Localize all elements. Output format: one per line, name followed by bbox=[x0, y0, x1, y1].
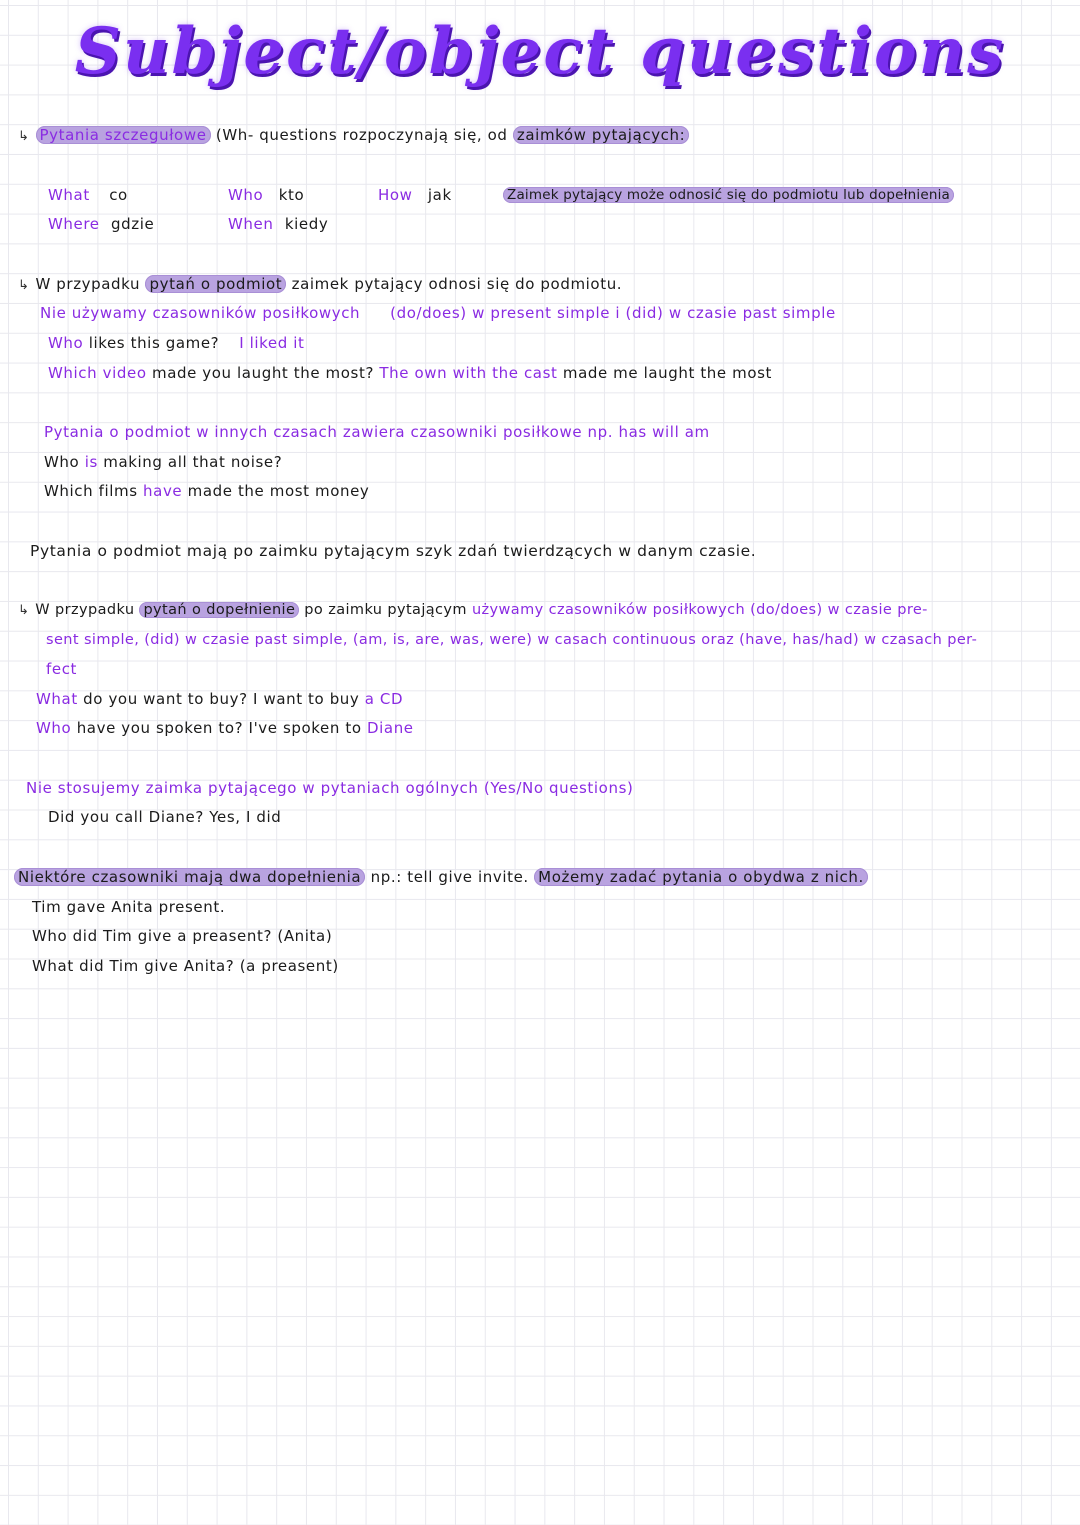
word-where: Where bbox=[48, 215, 100, 233]
text: (Wh- questions rozpoczynają się, od bbox=[210, 126, 513, 144]
note-line-no-aux bbox=[40, 302, 836, 324]
text: Tim gave Anita present. bbox=[32, 898, 226, 916]
arrow-icon: ↳ bbox=[18, 129, 30, 144]
text: What did Tim give Anita? (a preasent) bbox=[32, 957, 339, 975]
example-which-films bbox=[44, 480, 369, 502]
note-line-object-2 bbox=[46, 629, 977, 651]
highlight-pytan-o-dopelnienie: pytań o dopełnienie bbox=[139, 602, 299, 618]
word-what: What bbox=[48, 186, 90, 204]
text: Which films bbox=[44, 482, 144, 500]
word-who: Who bbox=[228, 186, 264, 204]
note-zaimek bbox=[503, 184, 954, 206]
note-line-object-3 bbox=[46, 658, 77, 680]
text: Who bbox=[36, 719, 72, 737]
text: po zaimku pytającym bbox=[299, 602, 472, 618]
highlight-zaimki: zaimków pytających: bbox=[513, 126, 689, 144]
word-when: When bbox=[228, 215, 274, 233]
text: sent simple, (did) w czasie past simple, (am, is, are, was, were) w casach continuous oraz (have, has/had) w czasach per- bbox=[46, 632, 978, 648]
example-who-likes bbox=[48, 332, 305, 354]
text: The own with the cast bbox=[374, 364, 558, 382]
text: making all that noise? bbox=[97, 453, 283, 471]
example-who-is bbox=[44, 451, 282, 473]
text: Pytania o podmiot w innych czasach zawiera czasowniki posiłkowe np. has will am bbox=[44, 423, 710, 441]
example-which-video bbox=[48, 362, 772, 384]
wh-word-who bbox=[228, 184, 304, 206]
text: made the most money bbox=[182, 482, 370, 500]
text: Who bbox=[48, 334, 84, 352]
text: (do/does) w present simple i (did) w czasie past simple bbox=[390, 304, 836, 322]
note-line-two-objects bbox=[14, 866, 868, 888]
wh-word-when bbox=[228, 213, 328, 235]
highlight-mozemy-zadac: Możemy zadać pytania o obydwa z nich. bbox=[534, 868, 868, 886]
text: W przypadku bbox=[35, 275, 146, 293]
note-line-other-tenses bbox=[44, 421, 710, 443]
text: Nie stosujemy zaimka pytającego w pytaniach ogólnych (Yes/No questions) bbox=[26, 779, 634, 797]
text: Nie używamy czasowników posiłkowych bbox=[40, 304, 361, 322]
wh-words-row-2 bbox=[48, 213, 154, 235]
text: Diane bbox=[366, 719, 414, 737]
arrow-icon: ↳ bbox=[18, 603, 30, 618]
example-did-you-call bbox=[48, 806, 281, 828]
text: zaimek pytający odnosi się do podmiotu. bbox=[286, 275, 623, 293]
word-co: co bbox=[109, 186, 128, 204]
note-line-object bbox=[18, 599, 928, 622]
wh-words-row-1 bbox=[48, 184, 128, 206]
highlight-dwa-dopelnienia: Niektóre czasowniki mają dwa dopełnienia bbox=[14, 868, 365, 886]
text: a CD bbox=[364, 690, 404, 708]
text: Who bbox=[44, 453, 85, 471]
text: Did you call Diane? Yes, I did bbox=[48, 808, 282, 826]
text: Pytania o podmiot mają po zaimku pytającym szyk zdań twierdzących w danym czasie. bbox=[30, 542, 757, 560]
text: W przypadku bbox=[35, 602, 140, 618]
example-what-do-you-want bbox=[36, 688, 403, 710]
text: What bbox=[36, 690, 78, 708]
arrow-icon: ↳ bbox=[18, 278, 30, 293]
text: I liked it bbox=[239, 334, 305, 352]
page-title: Subject/object questions bbox=[74, 14, 1006, 89]
text: np.: tell give invite. bbox=[365, 868, 535, 886]
word-kto: kto bbox=[278, 186, 305, 204]
example-what-did-tim bbox=[32, 955, 339, 977]
text: Who did Tim give a preasent? (Anita) bbox=[32, 927, 333, 945]
text: have bbox=[143, 482, 183, 500]
word-kiedy: kiedy bbox=[284, 215, 329, 233]
word-how: How bbox=[378, 186, 413, 204]
note-line-yes-no bbox=[26, 777, 633, 799]
word-jak: jak bbox=[427, 186, 452, 204]
text: made me laught the most bbox=[557, 364, 772, 382]
text: have you spoken to? I've spoken to bbox=[71, 719, 367, 737]
text: made you laught the most? bbox=[146, 364, 375, 382]
example-tim-gave bbox=[32, 896, 225, 918]
wh-word-how bbox=[378, 184, 452, 206]
example-who-did-tim bbox=[32, 925, 332, 947]
text: Which video bbox=[48, 364, 147, 382]
text: is bbox=[84, 453, 98, 471]
text: do you want to buy? I want to buy bbox=[77, 690, 365, 708]
note-line-wh-questions bbox=[18, 124, 689, 148]
note-line-subject bbox=[18, 273, 622, 297]
text: fect bbox=[46, 660, 78, 678]
highlight-pytania-szczegolowe: Pytania szczegułowe bbox=[36, 126, 211, 144]
highlight-pytan-o-podmiot: pytań o podmiot bbox=[145, 275, 286, 293]
text: likes this game? bbox=[83, 334, 220, 352]
highlight-zaimek-note: Zaimek pytający może odnosić się do podmiotu lub dopełnienia bbox=[503, 187, 954, 203]
note-line-word-order bbox=[30, 540, 756, 562]
word-gdzie: gdzie bbox=[111, 215, 155, 233]
example-who-have-you-spoken bbox=[36, 717, 414, 739]
text: używamy czasowników posiłkowych (do/does) w czasie pre- bbox=[471, 602, 928, 618]
